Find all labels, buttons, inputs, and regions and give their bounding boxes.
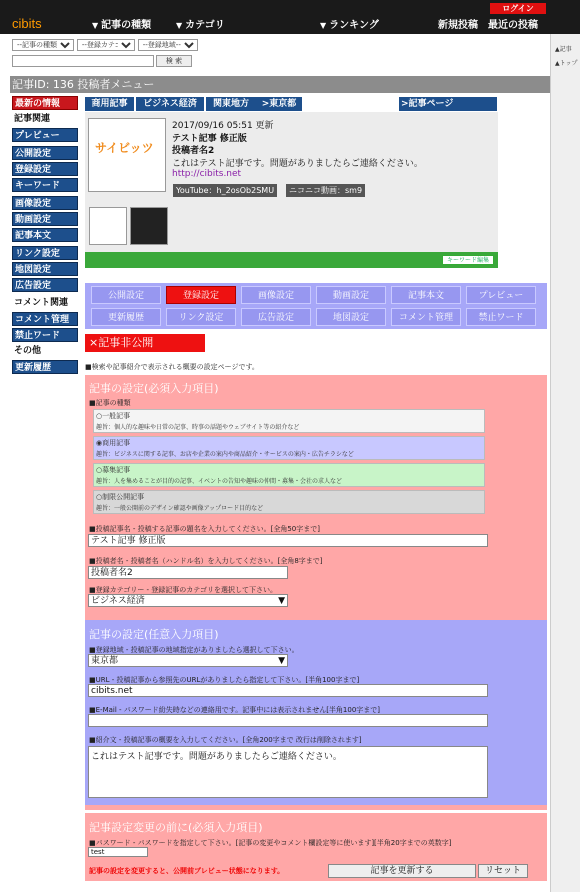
article-date: 2017/09/16 05:51 更新 (172, 121, 274, 131)
settings-tab[interactable]: 動画設定 (316, 286, 386, 304)
optional-title: 記事の設定(任意入力項目) (89, 628, 219, 641)
kind-label: ■記事の種類 (89, 399, 131, 407)
triangle-down-icon: ▼ (92, 21, 99, 30)
password-input[interactable]: test (88, 847, 148, 857)
sidebar-item[interactable]: リンク設定 (12, 246, 78, 260)
triangle-down-icon: ▼ (176, 21, 183, 30)
sidebar-item: コメント関連 (12, 296, 78, 310)
region-select[interactable]: 東京都 ▼ (88, 654, 288, 667)
article-thumbnail[interactable] (88, 118, 166, 192)
intro-label: ■紹介文 - 投稿記事の概要を入力してください。[全角200字まで 改行は削除されます] (89, 736, 362, 744)
search-filters (12, 39, 198, 51)
settings-tab[interactable]: 画像設定 (241, 286, 311, 304)
required-title: 記事の設定(必須入力項目) (89, 382, 219, 395)
kind-option-recruit[interactable]: ○募集記事 趣旨：人を集めることが目的の記事、イベントの告知や趣味の仲間・募集・会社の求人など (93, 463, 485, 487)
sidebar-item[interactable]: 禁止ワード (12, 328, 78, 342)
sidebar-item[interactable]: 最新の情報 (12, 96, 78, 110)
nav-item-ranking[interactable]: ▼ ランキング (320, 20, 379, 31)
article-title: テスト記事 修正版 (172, 134, 247, 144)
settings-tab[interactable]: リンク設定 (166, 308, 236, 326)
crumb-tokyo[interactable]: >東京都 (256, 97, 302, 111)
password-label: ■パスワード - パスワードを指定して下さい。[記事の変更やコメント欄設定等に使います][半角20字までの英数字] (89, 839, 452, 847)
email-input[interactable] (88, 714, 488, 727)
update-article-button[interactable]: 記事を更新する (328, 864, 476, 878)
settings-tab[interactable]: 記事本文 (391, 286, 461, 304)
article-name-input[interactable]: テスト記事 修正版 (88, 534, 488, 547)
sidebar-item[interactable]: 登録設定 (12, 162, 78, 176)
chevron-down-icon: ▼ (278, 656, 285, 666)
settings-tab[interactable]: 登録設定 (166, 286, 236, 304)
update-warning: 記事の設定を変更すると、公開前プレビュー状態になります。 (89, 867, 285, 875)
url-input[interactable]: cibits.net (88, 684, 488, 697)
settings-tab[interactable]: 更新履歴 (91, 308, 161, 326)
confirm-title: 記事設定変更の前に(必須入力項目) (89, 821, 263, 834)
settings-tab[interactable]: 禁止ワード (466, 308, 536, 326)
sidebar-item[interactable]: キーワード (12, 178, 78, 192)
settings-tab[interactable]: コメント管理 (391, 308, 461, 326)
sidebar-item[interactable]: 更新履歴 (12, 360, 78, 374)
category-select[interactable]: ビジネス経済 ▼ (88, 594, 288, 607)
image-thumb-1[interactable] (89, 207, 127, 245)
sidebar-item[interactable]: 公開設定 (12, 146, 78, 160)
nav-recent-posts[interactable]: 最近の投稿 (488, 20, 538, 31)
image-thumb-2[interactable] (130, 207, 168, 245)
article-page-link[interactable]: >記事ページ (399, 97, 497, 111)
article-url[interactable]: http://cibits.net (172, 169, 242, 179)
author-name-input[interactable]: 投稿者名2 (88, 566, 288, 579)
intro-textarea[interactable]: これはテスト記事です。問題がありましたらご連絡ください。 (88, 746, 488, 798)
author-label: ■投稿者名 - 投稿者名（ハンドル名）を入力してください。[全角8字まで] (89, 557, 323, 565)
search-input[interactable] (12, 55, 154, 67)
sidebar-item[interactable]: コメント管理 (12, 312, 78, 326)
settings-tab[interactable]: 公開設定 (91, 286, 161, 304)
sidebar-item: 記事関連 (12, 112, 78, 126)
login-button[interactable]: ログイン (490, 3, 546, 14)
sidebar-item[interactable]: プレビュー (12, 128, 78, 142)
sidebar-item[interactable]: 動画設定 (12, 212, 78, 226)
sidebar-item[interactable]: 画像設定 (12, 196, 78, 210)
nav-item-category[interactable]: ▼ カテゴリ (176, 20, 225, 31)
settings-tab-panel (85, 283, 547, 329)
settings-tab[interactable]: 地図設定 (316, 308, 386, 326)
thumbnail-logo-text: サイビッツ (95, 141, 154, 155)
name-label: ■投稿記事名 - 投稿する記事の題名を入力してください。[全角50字まで] (89, 525, 320, 533)
kind-option-commercial[interactable]: ◉商用記事 趣旨：ビジネスに関する記事、お店や企業の案内や商品紹介・サービスの案内・広告チラシなど (93, 436, 485, 460)
reset-button[interactable]: リセット (478, 864, 528, 878)
select-region[interactable] (138, 39, 198, 51)
tag-niconico: ニコニコ動画：sm9 (286, 184, 365, 197)
select-article-type[interactable] (12, 39, 74, 51)
category-label: ■登録カテゴリー - 登録記事のカテゴリを選択して下さい。 (89, 586, 278, 594)
chevron-down-icon: ▼ (278, 596, 285, 606)
side-link-article[interactable]: ▲記事 (555, 46, 572, 53)
kind-option-limited[interactable]: ○制限公開記事 趣旨：一般公開前のデザイン確認や画像アップロード目的など (93, 490, 485, 514)
sidebar (12, 96, 78, 376)
side-link-top[interactable]: ▲トップ (555, 60, 578, 67)
crumb-business[interactable]: ビジネス経済 (136, 97, 204, 111)
sidebar-item[interactable]: 広告設定 (12, 278, 78, 292)
mail-label: ■E-Mail - パスワード紛失時などの連絡用です。記事中には表示されません[半角100字まで] (89, 706, 381, 714)
sidebar-item[interactable]: 記事本文 (12, 228, 78, 242)
article-author: 投稿者名2 (172, 146, 215, 156)
triangle-down-icon: ▼ (320, 21, 327, 30)
kind-option-general[interactable]: ○一般記事 趣旨：個人的な趣味や日常の記事、時事の話題やウェブサイト等の紹介など (93, 409, 485, 433)
article-body: これはテスト記事です。問題がありましたらご連絡ください。 (172, 159, 423, 169)
search-button[interactable]: 検 索 (156, 55, 192, 67)
top-nav-bar (0, 0, 580, 34)
keyword-bar (85, 252, 498, 268)
url-label: ■URL - 投稿記事から参照先のURLがありましたら指定して下さい。[半角100字まで] (89, 676, 360, 684)
page-note: ■検索や記事紹介で表示される概要の設定ページです。 (85, 363, 259, 371)
settings-tab[interactable]: 広告設定 (241, 308, 311, 326)
region-label: ■登録地域 - 投稿記事の地域指定がありましたら選択して下さい。 (89, 646, 299, 654)
crumb-kanto[interactable]: 関東地方 (206, 97, 256, 111)
nav-new-post[interactable]: 新規投稿 (438, 20, 478, 31)
sidebar-item: その他 (12, 344, 78, 358)
right-side-strip (550, 34, 580, 892)
crumb-commercial[interactable]: 商用記事 (85, 97, 134, 111)
site-logo[interactable]: cibits (12, 16, 42, 31)
publish-status: ×記事非公開 (85, 334, 205, 352)
select-category[interactable] (77, 39, 135, 51)
sidebar-item[interactable]: 地図設定 (12, 262, 78, 276)
keyword-edit-button[interactable]: キーワード編集 (442, 255, 494, 265)
settings-tab[interactable]: プレビュー (466, 286, 536, 304)
tag-youtube: YouTube：h_2osOb2SMU (173, 184, 277, 197)
nav-item-article-type[interactable]: ▼ 記事の種類 (92, 20, 152, 31)
page-title: 記事ID: 136 投稿者メニュー (10, 76, 550, 93)
